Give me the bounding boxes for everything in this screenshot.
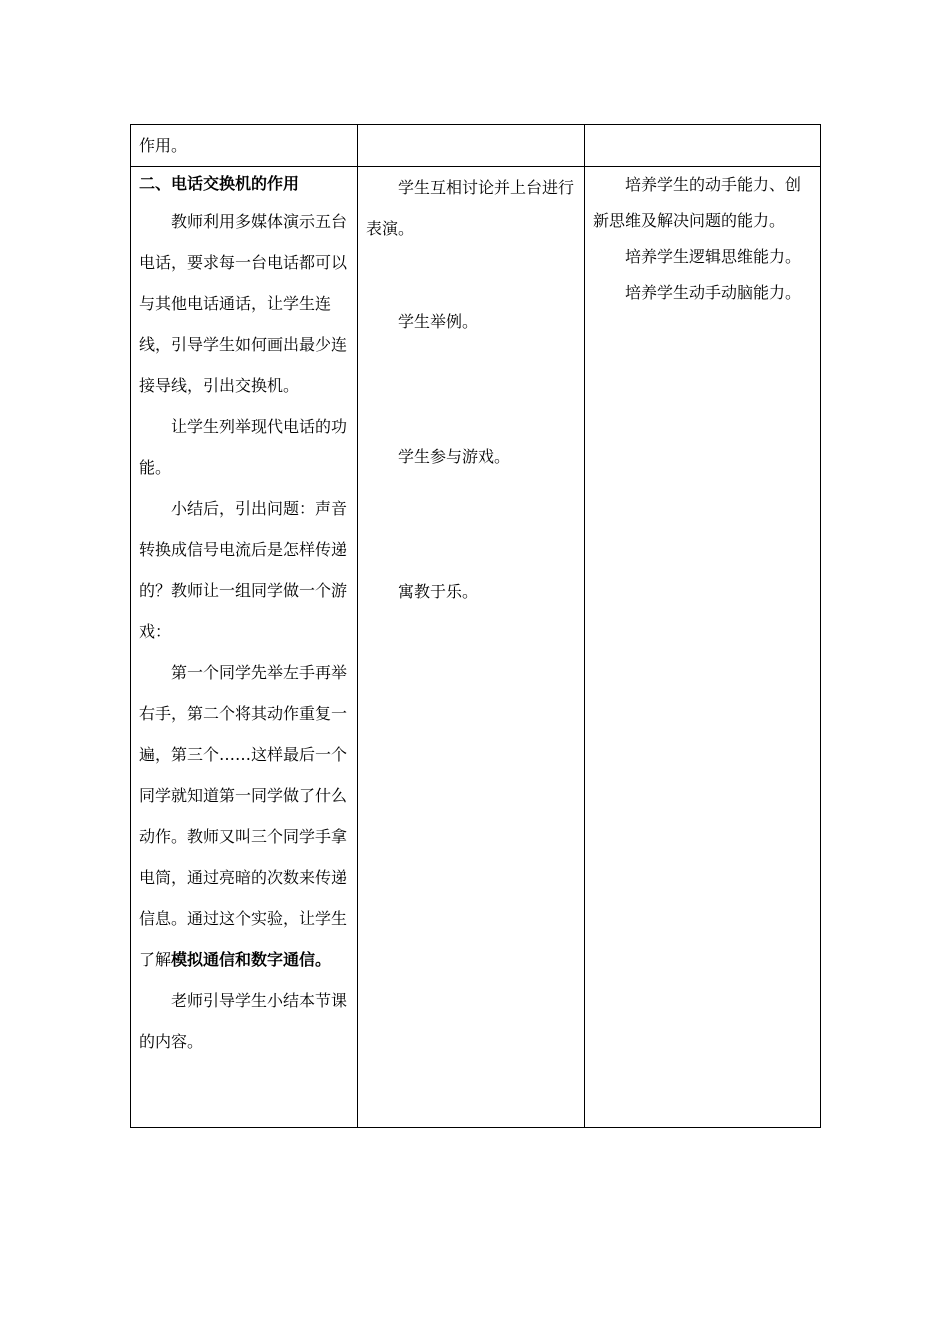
cell-design-intent — [585, 125, 821, 167]
paragraph: 让学生列举现代电话的功能。 — [139, 417, 348, 477]
cell-teacher-activity — [131, 125, 358, 167]
paragraph-text: 第一个同学先举左手再举右手，第二个将其动作重复一遍，第三个……这样最后一个同学就知道第一同学做了什么动作。教师又叫三个同学手拿电筒，通过亮暗的次数来传递信息。通过这个实验，让学生了解 — [139, 663, 348, 969]
paragraph: 培养学生逻辑思维能力。 — [625, 247, 802, 266]
paragraph: 小结后，引出问题：声音转换成信号电流后是怎样传递的？教师让一组同学做一个游戏： — [139, 499, 348, 641]
paragraph: 培养学生的动手能力、创新思维及解决问题的能力。 — [593, 175, 802, 230]
cell-student-activity — [358, 167, 585, 1128]
cell-text: 作用。 — [139, 136, 188, 155]
table-row — [131, 125, 821, 167]
section-heading: 二、电话交换机的作用 — [139, 174, 300, 193]
paragraph: 教师利用多媒体演示五台电话，要求每一台电话都可以与其他电话通话，让学生连线，引导学生如何画出最少连接导线，引出交换机。 — [139, 212, 348, 395]
cell-student-activity — [358, 125, 585, 167]
paragraph: 培养学生动手动脑能力。 — [625, 283, 802, 302]
cell-design-intent — [585, 167, 821, 1128]
table-row — [131, 167, 821, 1128]
paragraph: 学生互相讨论并上台进行表演。 — [366, 178, 575, 238]
paragraph: 学生参与游戏。 — [398, 447, 511, 466]
lesson-table — [130, 124, 821, 1128]
cell-teacher-activity — [131, 167, 358, 1128]
paragraph: 老师引导学生小结本节课的内容。 — [139, 991, 348, 1051]
paragraph — [139, 652, 349, 980]
paragraph: 学生举例。 — [398, 312, 479, 331]
bold-term: 模拟通信和数字通信。 — [171, 950, 332, 969]
paragraph: 寓教于乐。 — [398, 582, 479, 601]
